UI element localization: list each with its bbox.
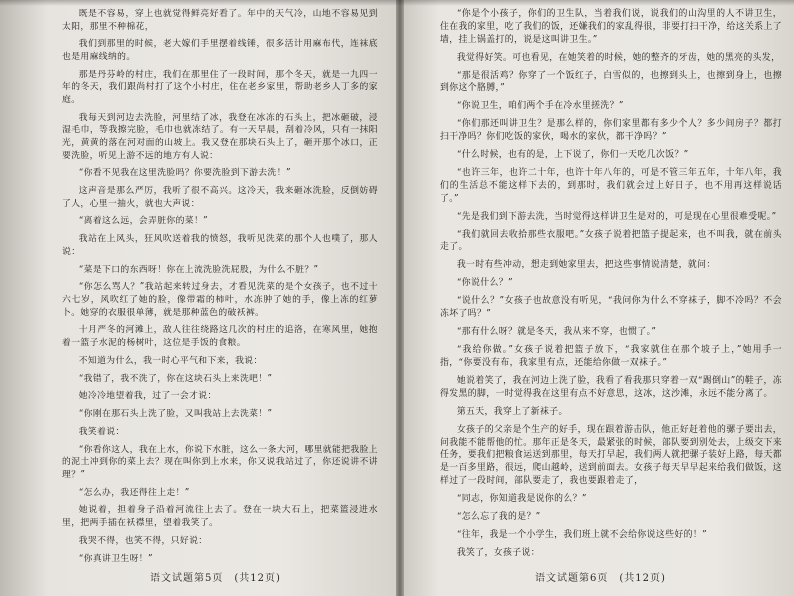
page-footer: 语文试题第5页 (共12页) xyxy=(150,573,281,584)
paragraph: “说什么？”女孩子也故意没有听见，“我问你为什么不穿袜子，脚不冷吗？不会冻坏了吗？” xyxy=(440,296,782,320)
page-footer: 语文试题第6页 (共12页) xyxy=(535,573,666,584)
paragraph: “你说什么？” xyxy=(456,278,513,289)
paragraph: 我每天到河边去洗脸，河里结了冰，我登在冰冻的石头上，把冰砸破，浸湿毛巾，等我擦完脸，毛巾也就冻结了。有一天早晨，刮着冷风，只有一抹阳光，黄黄的落在河对面的山坡上。我又登在那块石头上了，砸开那个冰口，正要洗脸，听见上游不远的地方有人说： xyxy=(62,112,378,161)
paragraph: 既是不容易，穿上也就觉得鲜亮好看了。年中的天气冷，山地不容易见到太阳，那里不种棉花， xyxy=(62,9,378,32)
paragraph: 不知道为什么，我一时心平气和下来，我说： xyxy=(78,355,263,366)
paragraph: “也许三年，也许二十年，也许十年八年的，可是不管三年五年，十年八年，我们的生活总不能这样下去的，到那时，我们就会过上好日子，也不用再这样说话了。” xyxy=(440,168,782,204)
paragraph: “你真讲卫生呀！” xyxy=(78,553,153,564)
paragraph: “我们就回去收拾那些衣服吧。”女孩子说着把篮子提起来，也不叫我，就在前头走了。 xyxy=(440,229,782,253)
paragraph: “同志，你知道我是说你的么？” xyxy=(456,493,587,504)
paragraph: 我笑了，女孩子说： xyxy=(456,547,541,558)
paragraph: “怎么忘了我的是？” xyxy=(456,511,541,522)
paragraph: “那有什么呀？就是冬天，我从来不穿，也惯了。” xyxy=(456,327,657,338)
paragraph: 我哭不得，也笑不得，只好说： xyxy=(78,535,208,546)
book-fold xyxy=(396,0,404,596)
paragraph: “那是很活鸡？你穿了一个饭红子，白雪似的，也擦到头上，也擦到身上，也擦到你这个胳膊，” xyxy=(440,70,782,94)
paragraph: “你看你这人，我在上水，你说下水脏，这么一条大河，哪里就能把我脸上的泥土冲到你的菜上去？现在叫你到上水来，你又说我站过了，你还说讲不讲理？” xyxy=(62,444,378,480)
paragraph: “我给你做。”女孩子说着把篮子放下，“我家就住在那个坡子上，”她用手一指，“你要没有布，我家里有点，还能给你做一双袜子。” xyxy=(440,345,782,368)
paragraph: “我错了，我不洗了，你在这块石头上来洗吧！” xyxy=(78,373,273,384)
paragraph: “离着这么远，会弄脏你的菜！” xyxy=(78,216,209,227)
paragraph: “菜是下口的东西呀！你在上流洗脸洗屁股，为什么不脏？” xyxy=(78,264,319,275)
paragraph: 她说着笑了，我在河边上洗了脸，我看了看我那只穿着一双“踢倒山”的鞋子，冻得发黑的脚，一时觉得我在这里有点不好意思，这冰，这沙滩，永远不能分离了。 xyxy=(440,375,782,399)
paragraph: 她冷冷地望着我，过了一会才说： xyxy=(78,391,217,402)
top-shadow xyxy=(0,0,794,6)
paragraph: “你说卫生，咱们两个手在冷水里搓洗？” xyxy=(456,101,624,112)
paragraph: 我一时有些冲动，想走到她家里去，把这些事情说清楚，就问： xyxy=(456,260,716,271)
paragraph: “你看不见我在这里洗脸吗？你要洗脸到下游去洗！” xyxy=(78,168,291,179)
paragraph: 我笑着说： xyxy=(78,426,125,437)
paragraph: 第五天，我穿上了新袜子。 xyxy=(456,406,568,417)
paragraph: 这声音是那么严厉，我听了很不高兴。这冷天，我来砸冰洗脸，反倒妨碍了人，心里一抽火，就也大声说： xyxy=(62,186,378,209)
paragraph: 那是丹芬岭的村庄，我们在那里住了一段时间，那个冬天，就是一九四一年的冬天，我们跟尚村打了这个小村庄，住在老乡家里，帮助老乡人丁多的家庭。 xyxy=(62,69,378,105)
paragraph: 我站在上风头，狂风吹送着我的愤怒，我听见洗菜的那个人也噗了，那人说： xyxy=(62,234,378,257)
paragraph: 十月严冬的河滩上，敌人往往绕路这几次的村庄的追洛，在寒风里，她抱着一篮子水泥的杨树叶，这位是手饭的食粮。 xyxy=(62,325,378,348)
paragraph: “往年，我是一个小学生，我们班上就不会给你说这些好的！” xyxy=(456,529,707,540)
left-page-text xyxy=(62,8,378,565)
paragraph: “你刚在那石头上洗了脸，又叫我站上去洗菜！” xyxy=(78,409,273,420)
paragraph: “怎么办，我还得往上走！” xyxy=(78,487,190,498)
paragraph: “你是个小孩子，你们的卫生队，当着我们说，说我们的山沟里的人不讲卫生，住在我的家里，吃了我们的饭，还嫌我们的家乱得很，非要打扫干净，给这关系上了墙，挂上锅盖打的，说是这叫讲卫生。” xyxy=(440,9,783,45)
paragraph: “你们那还叫讲卫生？是那么样的，你们家里都有多少个人？多少间房子？都打扫干净吗？你们吃饭的家伙，喝水的家伙，都干净吗？” xyxy=(440,119,782,143)
paragraph: “先是我们到下游去洗，当时觉得这样讲卫生是对的，可是现在心里很难受呢。” xyxy=(456,211,777,222)
paragraph: 女孩子的父亲是个生产的好手，现在跟着游击队，他正好赶着他的骡子要出去，问我能不能帮他的忙。那年正是冬天，最紧张的时候，部队要到别处去，上级交下来任务，要我们把粮食运送到那里，每天打早起，我们两人就把骡子装好上路，每天都是一百多里路，很远，爬山越岭，送到前面去。女孩子每天早早起来给我们做饭，这样过了一段时间，部队要走了，我也要跟着走了， xyxy=(440,424,783,486)
right-page-text xyxy=(440,8,782,560)
paragraph: “你怎么骂人？”我站起来转过身去，才看见洗菜的是个女孩子，也不过十六七岁，风吹红了她的脸，像带霜的柿叶，水冻肿了她的手，像上冻的红萝卜。她穿的衣服很单薄，就是那种蓝色的破袄裤。 xyxy=(62,282,378,318)
paragraph: “什么时候，也有的是，上下说了，你们一天吃几次饭？” xyxy=(456,150,689,161)
paragraph: 我觉得好笑。可也看见，在她笑着的时候，她的整齐的牙齿，她的黑亮的头发， xyxy=(456,52,781,63)
paragraph: 我们到那里的时候，老大嫁们手里摆着线锤，很多活计用麻布代，连袜底也是用麻线纳的。 xyxy=(62,39,378,62)
right-page xyxy=(400,0,794,596)
paragraph: 她说着，担着身子沿着河流往上去了。登在一块大石上，把菜篮浸进水里，把两手插在袄襟里，望着我笑了。 xyxy=(62,505,378,528)
